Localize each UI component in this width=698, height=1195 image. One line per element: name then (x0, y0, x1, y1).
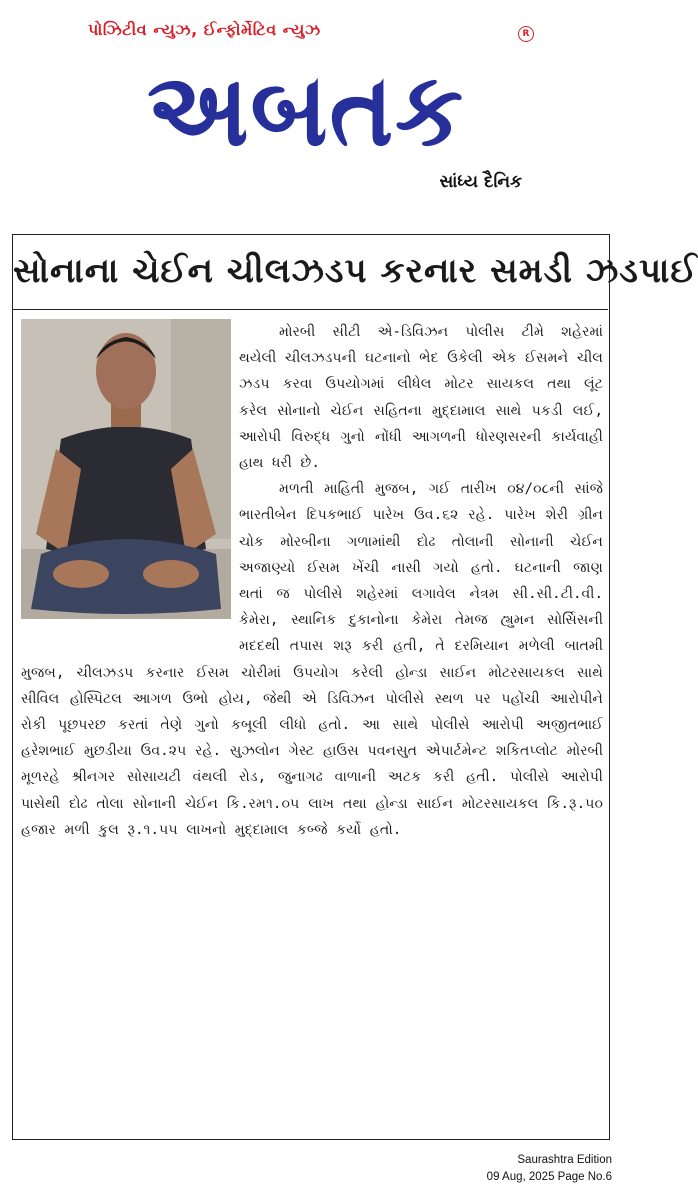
newspaper-logo: અબતક (147, 51, 465, 169)
edition-info (440, 1152, 612, 1192)
headline-divider (13, 309, 608, 310)
masthead-subtitle: સાંધ્ય દૈનિક (439, 172, 522, 192)
article-headline: સોનાના ચેઈન ચીલઝડપ કરનાર સમડી ઝડપાઈ (13, 251, 698, 291)
masthead-tagline: પોઝિટીવ ન્યુઝ, ઈન્ફોર્મેટિવ ન્યુઝ (88, 20, 321, 39)
registered-mark-icon: R (518, 26, 534, 42)
edition-date-page: 09 Aug, 2025 Page No.6 (486, 1171, 612, 1183)
photo-wrap-spacer (21, 319, 239, 655)
article-paragraph: મળતી માહિતી મુજબ, ગઈ તારીખ ૦૪/૦૮ની સાંજે ભારતીબેન દિપકભાઈ પારેખ ઉવ.૬૨ રહે. પારેખ શેરી ગ્રીન ચોક મોરબીના ગળામાંથી દોઢ તોલાની સોનાની ચેઈન અજાણ્યો ઈસમ ખેંચી નાસી ગયો હતો. ઘટનાની જાણ થતાં જ પોલીસે શહેરમાં લગાવેલ નેત્રમ સી.સી.ટી.વી. કેમેરા, સ્થાનિક દુકાનોના કેમેરા તેમજ હ્યુમન સોર્સિસની મદદથી તપાસ શરૂ કરી હતી, તે દરમિયાન મળેલી બાતમી મુજબ, ચીલઝડપ કરનાર ઈસમ ચોરીમાં ઉપયોગ કરેલી હોન્ડા સાઈન મોટરસાયકલ સાથે સીવિલ હોસ્પિટલ આગળ ઉભો હોય, જેથી એ ડિવિઝન પોલીસે સ્થળ પર પહોંચી આરોપીને રોકી પૂછપરછ કરતાં તેણે ગુનો કબૂલી લીધો હતો. આ સાથે પોલીસે આરોપી અજીતભાઈ હરેશભાઈ મુછડીયા ઉવ.૨૫ રહે. સુઝલોન ગેસ્ટ હાઉસ પવનસુત એપાર્ટમેન્ટ શકિતપ્લોટ મોરબી મૂળરહે શ્રીનગર સોસાયટી વંથલી રોડ, જુનાગઢ વાળાની અટક કરી હતી. પોલીસે આરોપી પાસેથી દોઢ તોલા સોનાની ચેઈન કિ.રમ૧.૦૫ લાખ તથા હોન્ડા સાઈન મોટરસાયકલ કિ.રૂ.૫૦ હજાર મળી કુલ રૂ.૧.૫૫ લાખનો મુદ્દામાલ કબ્જે કર્યો હતો. (21, 481, 603, 838)
masthead (0, 0, 622, 210)
news-article (12, 234, 698, 1140)
edition-name: Saurashtra Edition (517, 1154, 612, 1166)
article-paragraph: મોરબી સીટી એ-ડિવિઝન પોલીસ ટીમે શહેરમાં થયેલી ચીલઝડપની ઘટનાનો ભેદ ઉકેલી એક ઈસમને ચીલ ઝડપ કરવા ઉપયોગમાં લીધેલ મોટર સાયકલ તથા લૂંટ કરેલ સોનાનો ચેઈન સહિતના મુદ્દામાલ સાથે પકડી લઈ, આરોપી વિરુદ્ધ ગુનો નોંધી આગળની ધોરણસરની કાર્યવાહી હાથ ધરી છે. (239, 324, 603, 472)
article-body (21, 319, 603, 843)
